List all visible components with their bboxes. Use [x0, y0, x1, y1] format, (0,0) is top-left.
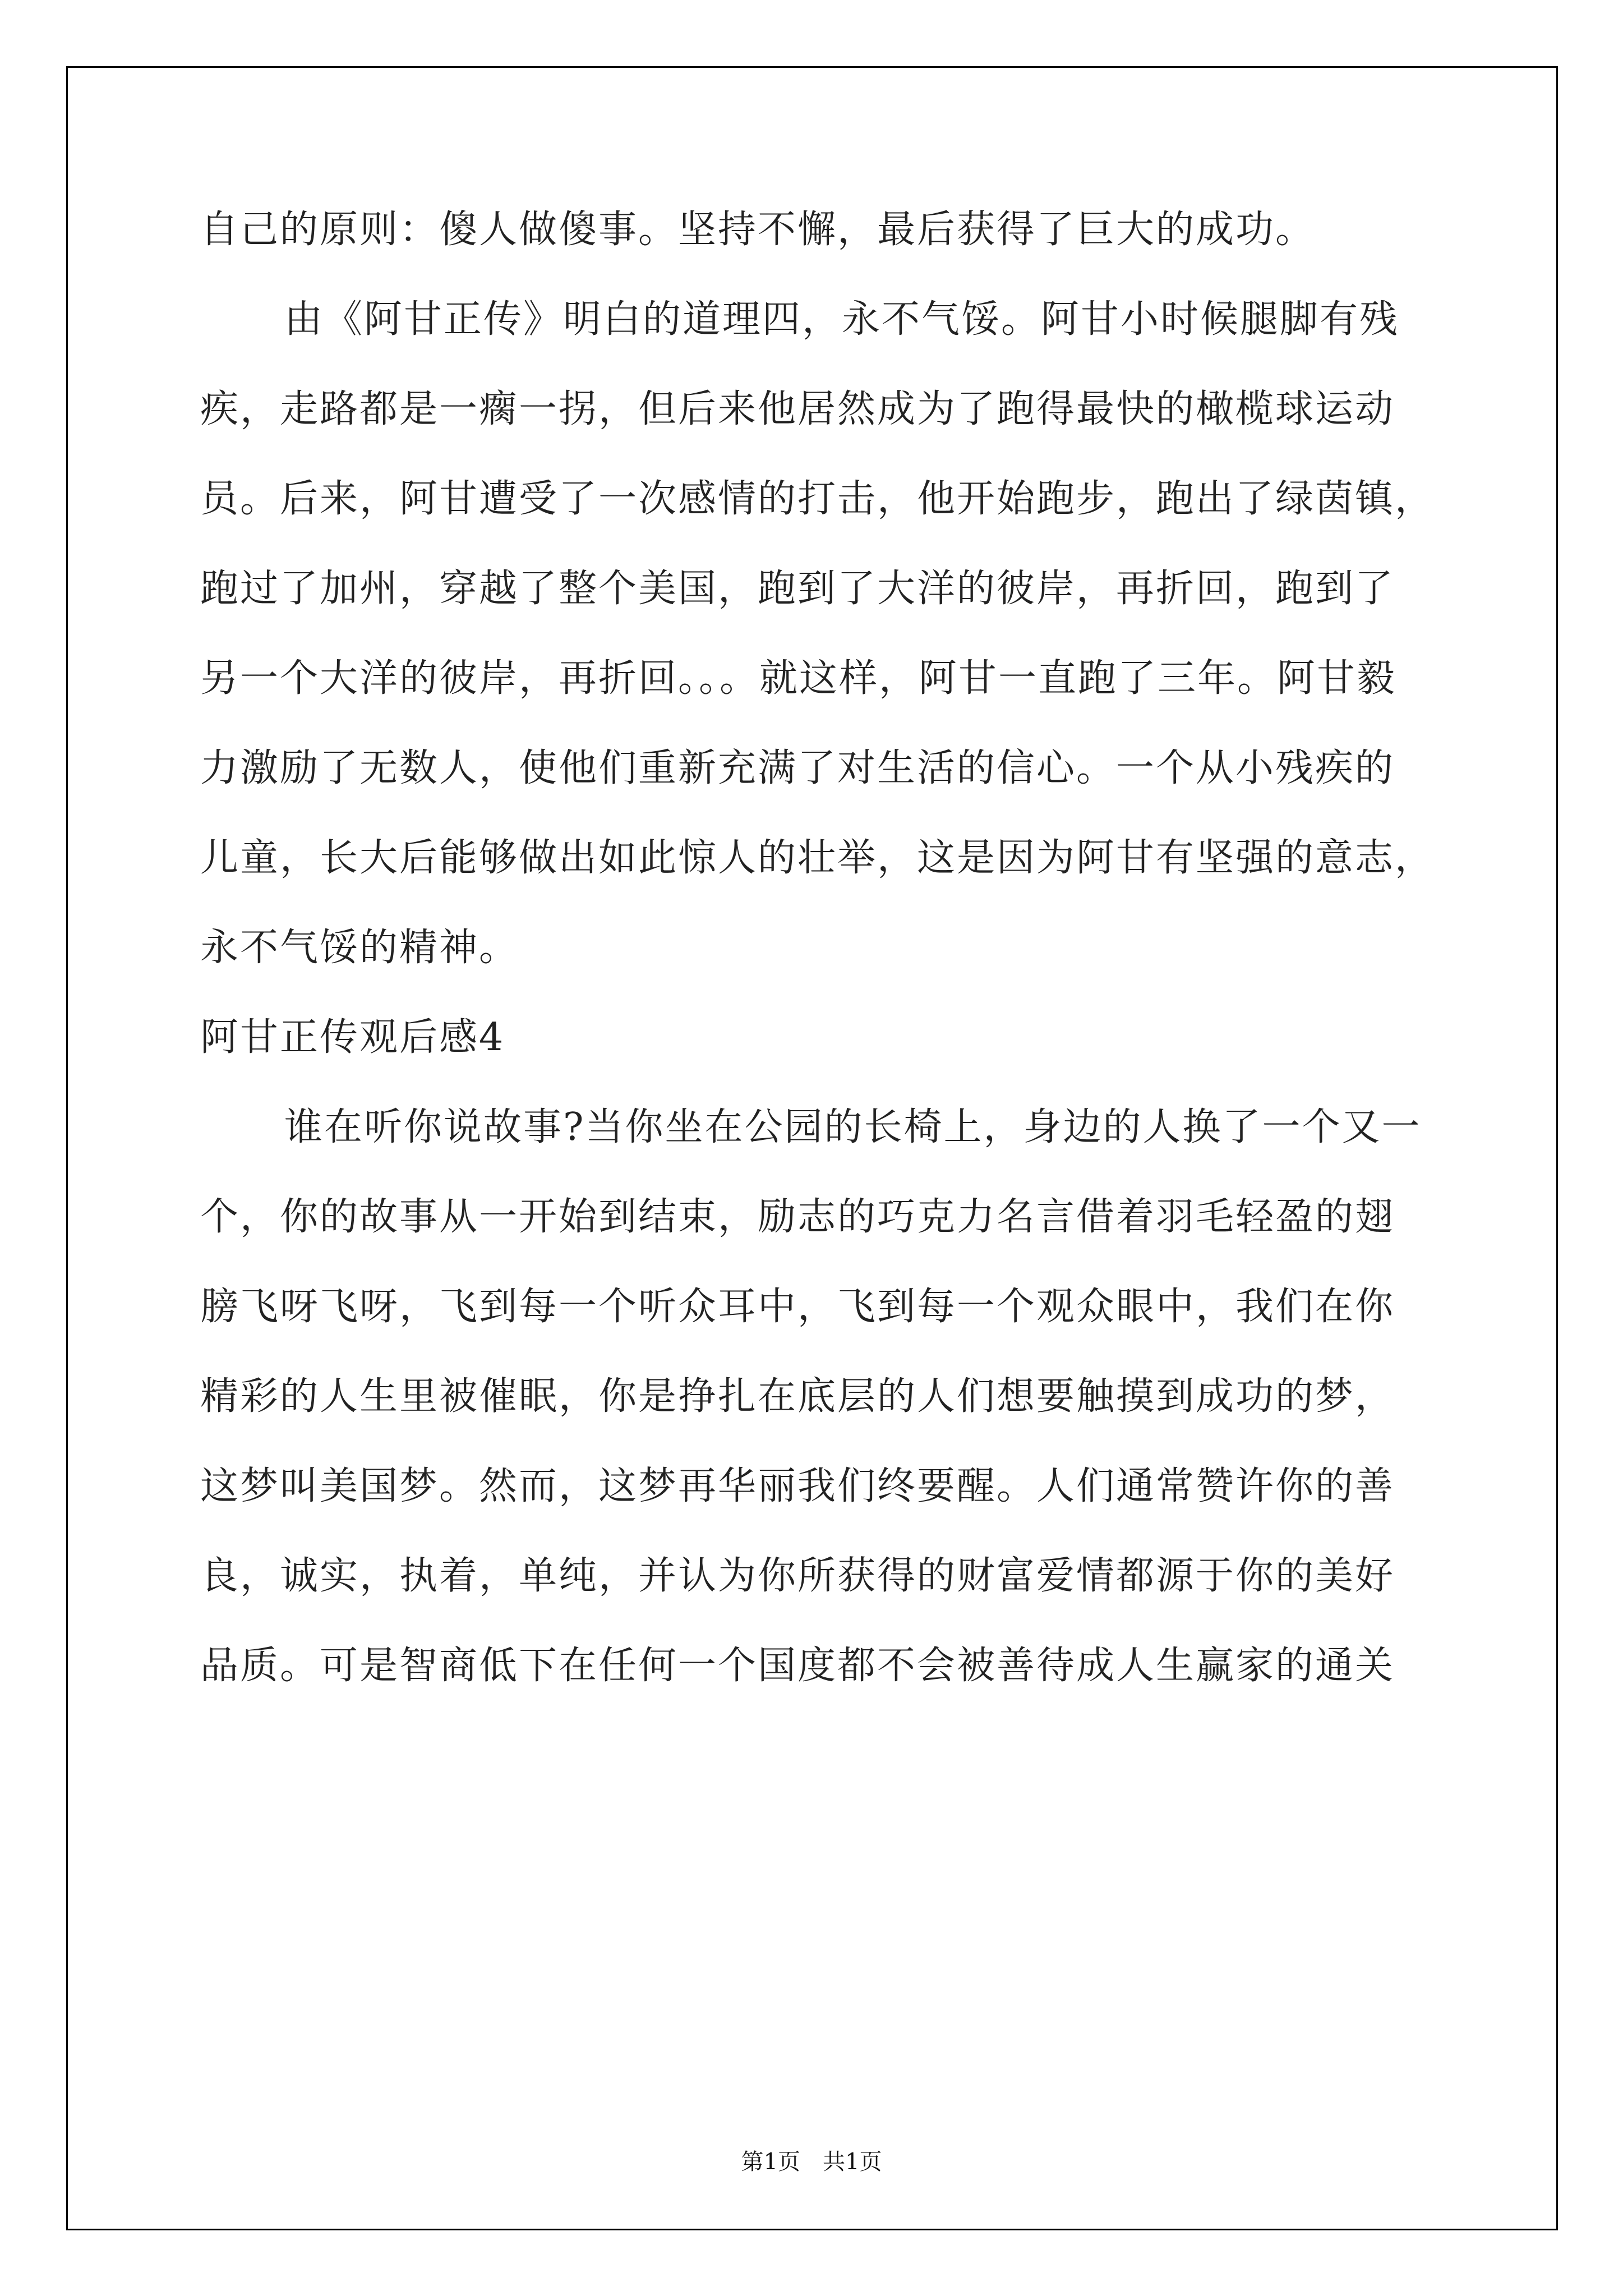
- text-line: 疾，走路都是一瘸一拐，但后来他居然成为了跑得最快的橄榄球运动: [200, 387, 1395, 431]
- text-line: 谁在听你说故事?当你坐在公园的长椅上，身边的人换了一个又一: [284, 1105, 1422, 1149]
- text-line: 永不气馁的精神。: [200, 926, 519, 970]
- text-line: 由《阿甘正传》明白的道理四，永不气馁。阿甘小时候腿脚有残: [284, 297, 1400, 342]
- page-footer: 第1页 共1页: [741, 2149, 882, 2175]
- text-line: 另一个大洋的彼岸，再折回。。。就这样，阿甘一直跑了三年。阿甘毅: [200, 656, 1397, 701]
- text-line: 员。后来，阿甘遭受了一次感情的打击，他开始跑步，跑出了绿茵镇，: [200, 477, 1435, 521]
- section-heading: 阿甘正传观后感4: [200, 1015, 505, 1060]
- text-line: 个，你的故事从一开始到结束，励志的巧克力名言借着羽毛轻盈的翅: [200, 1195, 1395, 1239]
- document-body: [200, 202, 1468, 1728]
- text-line: 品质。可是智商低下在任何一个国度都不会被善待成人生赢家的通关: [200, 1644, 1395, 1688]
- text-line: 儿童，长大后能够做出如此惊人的壮举，这是因为阿甘有坚强的意志，: [200, 836, 1435, 880]
- text-line: 这梦叫美国梦。然而，这梦再华丽我们终要醒。人们通常赞许你的善: [200, 1464, 1395, 1508]
- text-line: 膀飞呀飞呀，飞到每一个听众耳中，飞到每一个观众眼中，我们在你: [200, 1285, 1395, 1329]
- text-line: 跑过了加州，穿越了整个美国，跑到了大洋的彼岸，再折回，跑到了: [200, 567, 1395, 611]
- text-line: 精彩的人生里被催眠，你是挣扎在底层的人们想要触摸到成功的梦，: [200, 1374, 1395, 1419]
- text-line: 力激励了无数人，使他们重新充满了对生活的信心。一个从小残疾的: [200, 746, 1395, 790]
- text-line: 自己的原则：傻人做傻事。坚持不懈，最后获得了巨大的成功。: [200, 208, 1316, 252]
- text-line: 良，诚实，执着，单纯，并认为你所获得的财富爱情都源于你的美好: [200, 1554, 1395, 1598]
